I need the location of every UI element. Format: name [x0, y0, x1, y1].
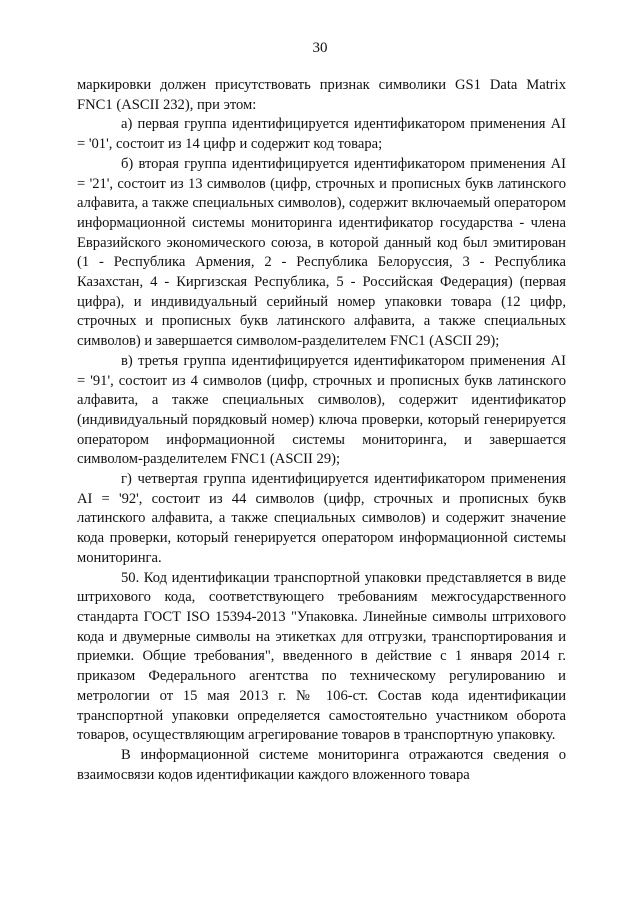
paragraph-continuation: маркировки должен присутствовать признак символики GS1 Data Matrix FNC1 (ASCII 232), при этом:	[77, 77, 566, 113]
paragraph-item-b: б) вторая группа идентифицируется идентификатором применения AI = '21', состоит из 13 символов (цифр, строчных и прописных букв латинского алфавита, а также специальных символов), содержит включаемый оператором информационной системы мониторинга идентификатор государства - члена Евразийского экономического союза, в которой данный код был эмитирован (1 - Республика Армения, 2 - Республика Белоруссия, 3 - Республика Казахстан, 4 - Киргизская Республика, 5 - Российская Федерация) (первая цифра), и индивидуальный серийный номер упаковки товара (12 цифр, строчных и прописных букв латинского алфавита, а также специальных символов) и завершается символом-разделителем FNC1 (ASCII 29);	[77, 155, 566, 350]
paragraph-clause-50: 50. Код идентификации транспортной упаковки представляется в виде штрихового кода, соответствующего требованиям межгосударственного стандарта ГОСТ ISO 15394-2013 "Упаковка. Линейные символы штрихового кода и двумерные символы на этикетках для отгрузки, транспортирования и приемки. Общие требования", введенного в действие с 1 января 2014 г. приказом Федерального агентства по техническому регулированию и метрологии от 15 мая 2013 г. № 106-ст. Состав кода идентификации транспортной упаковки определяется самостоятельно участником оборота товаров, осуществляющим агрегирование товаров в транспортную упаковку.	[77, 569, 566, 744]
paragraph-monitoring-system: В информационной системе мониторинга отражаются сведения о взаимосвязи кодов идентификации каждого вложенного товара	[77, 746, 566, 783]
paragraph-item-a: а) первая группа идентифицируется идентификатором применения AI = '01', состоит из 14 цифр и содержит код товара;	[77, 116, 566, 153]
page-number: 30	[312, 40, 328, 56]
document-body	[77, 76, 566, 785]
paragraph-item-d: г) четвертая группа идентифицируется идентификатором применения AI = '92', состоит из 44 символов (цифр, строчных и прописных букв латинского алфавита, а также специальных символов) и содержит значение кода проверки, который генерируется оператором информационной системы мониторинга.	[77, 471, 566, 566]
paragraph-item-c: в) третья группа идентифицируется идентификатором применения AI = '91', состоит из 4 символов (цифр, строчных и прописных букв латинского алфавита, а также специальных символов), содержит идентификатор (индивидуальный порядковый номер) ключа проверки, который генерируется оператором информационной системы мониторинга, и завершается символом-разделителем FNC1 (ASCII 29);	[77, 352, 566, 468]
